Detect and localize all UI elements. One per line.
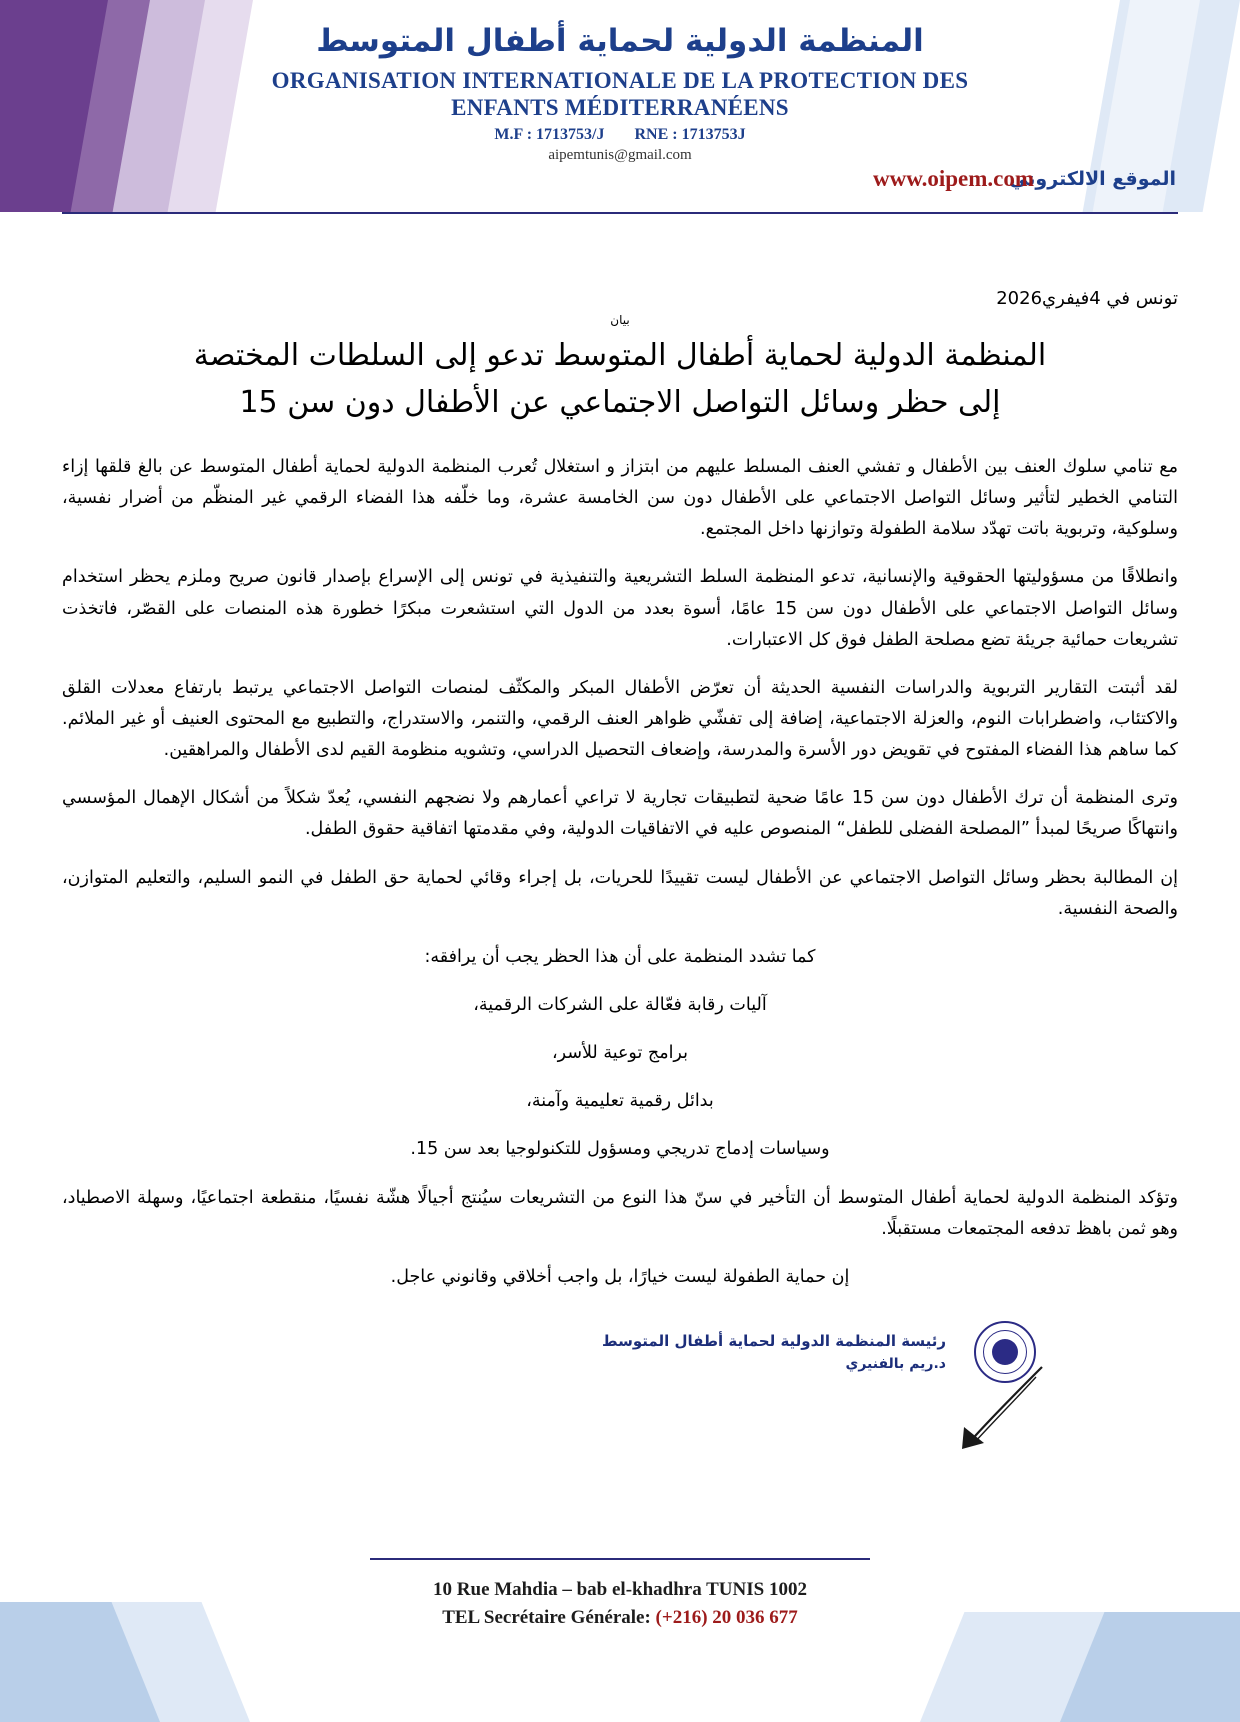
demands-intro: كما تشدد المنظمة على أن هذا الحظر يجب أن يرافقه: <box>424 946 816 967</box>
paragraph: إن المطالبة بحظر وسائل التواصل الاجتماعي عن الأطفال ليست تقييدًا للحريات، بل إجراء وقائي لحماية حق الطفل في النمو السليم، والتعليم المتوازن، والصحة النفسية. <box>62 867 1178 919</box>
footer-phone-number[interactable]: (+216) 20 036 677 <box>655 1606 798 1628</box>
document-kicker: بيان <box>610 313 630 327</box>
signature-block <box>62 1319 1178 1479</box>
org-name-arabic: المنظمة الدولية لحماية أطفال المتوسط <box>316 23 924 59</box>
list-item: بدائل رقمية تعليمية وآمنة، <box>526 1091 714 1112</box>
signatory <box>602 1329 946 1375</box>
paragraph: وانطلاقًا من مسؤوليتها الحقوقية والإنسانية، تدعو المنظمة السلط التشريعية والتنفيذية في تونس إلى الإسراع بإصدار قانون صريح وملزم يحظر استخدام وسائل التواصل الاجتماعي على الأطفال دون سن 15 عامًا، أسوة بعدد من الدول التي استشعرت مبكرًا خطورة هذه المنصات على القصّر، فاتخذت تشريعات حمائية جريئة تضع مصلحة الطفل فوق كل الاعتبارات. <box>62 567 1178 650</box>
registration-ids <box>170 126 1070 144</box>
website-label-arabic: الموقع الالكتروني <box>1009 168 1176 190</box>
list-item: وسياسات إدماج تدريجي ومسؤول للتكنولوجيا بعد سن 15. <box>410 1139 830 1160</box>
org-name-french-line1: ORGANISATION INTERNATIONALE DE LA PROTECTION DES <box>271 67 969 93</box>
handwritten-signature <box>950 1363 1060 1459</box>
document-sheet <box>0 228 1240 1479</box>
paragraph: وترى المنظمة أن ترك الأطفال دون سن 15 عامًا ضحية لتطبيقات تجارية لا تراعي أعمارهم ولا نضجهم النفسي، يُعدّ شكلاً من أشكال الإهمال المؤسسي وانتهاكًا صريحًا لمبدأ ”المصلحة الفضلى للطفل“ المنصوص عليه في الاتفاقيات الدولية، وفي مقدمتها اتفاقية حقوق الطفل. <box>62 788 1178 840</box>
letterhead <box>0 0 1240 228</box>
footer-address: 10 Rue Mahdia – bab el-khadhra TUNIS 1002 <box>433 1579 807 1600</box>
page-title <box>62 333 1178 426</box>
footer-divider <box>370 1558 870 1560</box>
letterhead-titles <box>170 22 1070 164</box>
website-url[interactable]: www.oipem.com <box>873 166 1034 191</box>
footer-phone-line <box>0 1604 1240 1632</box>
org-name-french <box>170 67 1070 121</box>
rne-number: RNE : 1713753J <box>634 126 746 143</box>
headline-line-2: إلى حظر وسائل التواصل الاجتماعي عن الأطفال دون سن 15 <box>239 384 1001 420</box>
final-line: إن حماية الطفولة ليست خيارًا، بل واجب أخلاقي وقانوني عاجل. <box>390 1266 850 1287</box>
header-divider <box>62 212 1178 214</box>
org-email[interactable]: aipemtunis@gmail.com <box>548 147 692 163</box>
paragraph: وتؤكد المنظمة الدولية لحماية أطفال المتوسط أن التأخير في سنّ هذا النوع من التشريعات سيُنتج أجيالًا هشّة نفسيًا، منقطعة اجتماعيًا، وسهلة الاصطياد، وهو ثمن باهظ تدفعه المجتمعات مستقبلًا. <box>62 1187 1178 1239</box>
signatory-title: رئيسة المنظمة الدولية لحماية أطفال المتوسط <box>602 1331 946 1350</box>
footer-contact <box>0 1576 1240 1631</box>
paragraph: مع تنامي سلوك العنف بين الأطفال و تفشي العنف المسلط عليهم من ابتزاز و استغلال تُعرب المنظمة الدولية لحماية أطفال المتوسط عن بالغ قلقها إزاء التنامي الخطير لتأثير وسائل التواصل الاجتماعي على الأطفال دون سن الخامسة عشرة، وما خلّفه هذا الفضاء الرقمي غير المنظّم من أضرار نفسية، وسلوكية، وتربوية باتت تهدّد سلامة الطفولة وتوازنها داخل المجتمع. <box>62 457 1178 540</box>
list-item: آليات رقابة فعّالة على الشركات الرقمية، <box>473 994 767 1015</box>
list-item: برامج توعية للأسر، <box>552 1043 688 1064</box>
date-line: تونس في 4فيفري2026 <box>996 288 1178 309</box>
paragraph: لقد أثبتت التقارير التربوية والدراسات النفسية الحديثة أن تعرّض الأطفال المبكر والمكثّف لمنصات التواصل الاجتماعي يرتبط بارتفاع معدلات القلق والاكتئاب، واضطرابات النوم، والعزلة الاجتماعية، إضافة إلى تفشّي ظواهر العنف الرقمي، والتنمر، والاستدراج، والتطبيع مع المحتوى العنيف أو غير الملائم. كما ساهم هذا الفضاء المفتوح في تقويض دور الأسرة والمدرسة، وإضعاف التحصيل الدراسي، وتشويه منظومة القيم لدى الأطفال والمراهقين. <box>62 677 1178 761</box>
signatory-name: د.ريم بالفنيري <box>845 1355 946 1372</box>
headline-line-1: المنظمة الدولية لحماية أطفال المتوسط تدعو إلى السلطات المختصة <box>193 338 1047 373</box>
stamp-core <box>992 1339 1018 1365</box>
org-name-french-line2: ENFANTS MÉDITERRANÉENS <box>451 94 789 120</box>
mf-number: M.F : 1713753/J <box>494 126 605 143</box>
document-body <box>0 228 1240 1479</box>
footer-phone-label: TEL Secrétaire Générale: <box>442 1606 651 1628</box>
footer <box>0 1530 1240 1722</box>
